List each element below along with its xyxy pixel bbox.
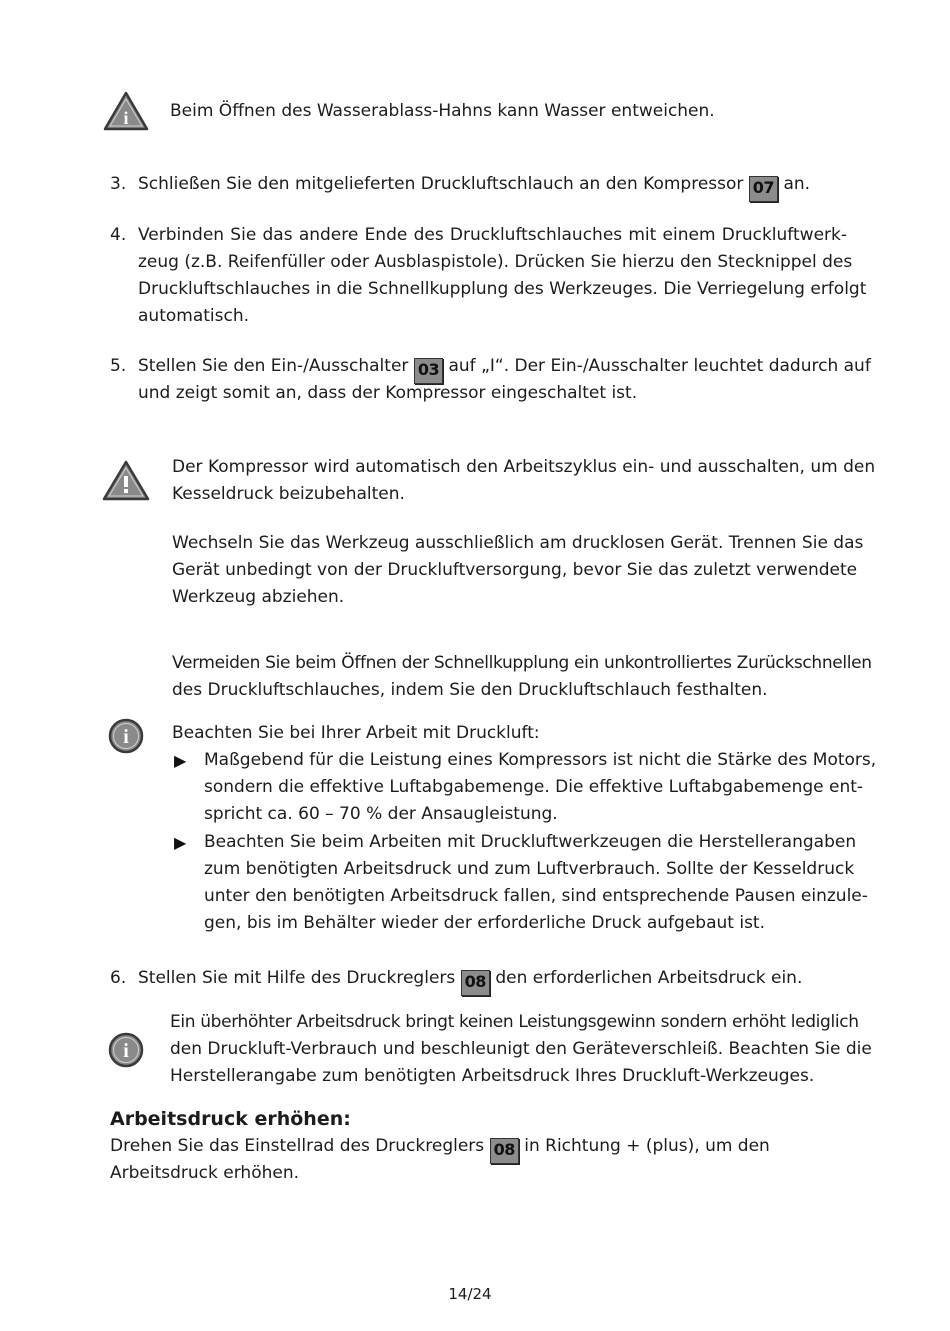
step6-text: Stellen Sie mit Hilfe des Druckreglers 08 den erforderlichen Arbeitsdruck ein. <box>138 965 802 996</box>
info1-bullet1-line-2: sondern die effektive Luftabgabemenge. Die effektive Luftabgabemenge ent- <box>204 777 864 797</box>
warning-p1-line-2: Kesseldruck beizubehalten. <box>172 484 405 504</box>
info-circle-icon <box>108 718 144 759</box>
component-badge-08: 08 <box>461 970 490 996</box>
drain-hint-text: Beim Öffnen des Wasserablass-Hahns kann Wasser entweichen. <box>170 101 715 121</box>
component-badge-03: 03 <box>414 358 443 384</box>
warning-p1-line-1: Der Kompressor wird automatisch den Arbeitszyklus ein- und ausschalten, um den <box>172 457 876 477</box>
step3-number: 3. <box>110 174 127 194</box>
warning-triangle-icon <box>102 460 150 507</box>
info1-bullet2-line-1: Beachten Sie beim Arbeiten mit Druckluftwerkzeugen die Herstellerangaben <box>204 832 857 852</box>
svg-text:i: i <box>123 726 129 748</box>
page-number: 14/24 <box>448 1285 492 1303</box>
info1-bullet2-line-3: unter den benötigten Arbeitsdruck fallen, sind entsprechende Pausen einzule- <box>204 886 868 906</box>
warning-p2-line-3: Werkzeug abziehen. <box>172 587 345 607</box>
warning-p2-line-1: Wechseln Sie das Werkzeug ausschließlich am drucklosen Gerät. Trennen Sie das <box>172 533 864 553</box>
svg-text:i: i <box>123 1040 129 1062</box>
step4-line-4: automatisch. <box>138 306 250 326</box>
step4-number: 4. <box>110 225 127 245</box>
section-line-2: Arbeitsdruck erhöhen. <box>110 1163 300 1183</box>
step5-line-1: Stellen Sie den Ein-/Ausschalter 03 auf „I“. Der Ein-/Ausschalter leuchtet dadurch auf <box>138 353 871 384</box>
warning-p2-line-2: Gerät unbedingt von der Druckluftversorgung, bevor Sie das zuletzt verwendete <box>172 560 858 580</box>
info2-line-3: Herstellerangabe zum benötigten Arbeitsdruck Ihres Druckluft-Werkzeuges. <box>170 1066 815 1086</box>
section-line-1: Drehen Sie das Einstellrad des Druckreglers 08 in Richtung + (plus), um den <box>110 1133 770 1164</box>
info2-line-1: Ein überhöhter Arbeitsdruck bringt keinen Leistungsgewinn sondern erhöht lediglich <box>170 1012 859 1032</box>
info1-bullet2-line-2: zum benötigten Arbeitsdruck und zum Luftverbrauch. Sollte der Kesseldruck <box>204 859 855 879</box>
step4-line-3: Druckluftschlauches in die Schnellkupplung des Werkzeuges. Die Verriegelung erfolgt <box>138 279 867 299</box>
component-badge-07: 07 <box>749 176 778 202</box>
info1-bullet2-line-4: gen, bis im Behälter wieder der erforderliche Druck aufgebaut ist. <box>204 913 765 933</box>
step3-text: Schließen Sie den mitgelieferten Druckluftschlauch an den Kompressor 07 an. <box>138 171 810 202</box>
step6-number: 6. <box>110 968 127 988</box>
step5-line-2: und zeigt somit an, dass der Kompressor eingeschaltet ist. <box>138 383 638 403</box>
warning-p3-line-1: Vermeiden Sie beim Öffnen der Schnellkupplung ein unkontrolliertes Zurückschnellen <box>172 653 872 673</box>
info-triangle-icon <box>103 91 149 136</box>
arrow-bullet-icon: ▶ <box>174 833 187 852</box>
info1-intro: Beachten Sie bei Ihrer Arbeit mit Druckluft: <box>172 723 540 743</box>
info-circle-icon <box>108 1032 144 1073</box>
svg-text:i: i <box>123 108 129 128</box>
arrow-bullet-icon: ▶ <box>174 751 187 770</box>
warning-p3-line-2: des Druckluftschlauches, indem Sie den Druckluftschlauch festhalten. <box>172 680 768 700</box>
component-badge-08: 08 <box>490 1138 519 1164</box>
step5-number: 5. <box>110 356 127 376</box>
info2-line-2: den Druckluft-Verbrauch und beschleunigt den Geräteverschleiß. Beachten Sie die <box>170 1039 872 1059</box>
info1-bullet1-line-3: spricht ca. 60 – 70 % der Ansaugleistung. <box>204 804 558 824</box>
step4-line-2: zeug (z.B. Reifenfüller oder Ausblaspistole). Drücken Sie hierzu den Stecknippel des <box>138 252 853 272</box>
section-heading: Arbeitsdruck erhöhen: <box>110 1108 351 1130</box>
info1-bullet1-line-1: Maßgebend für die Leistung eines Kompressors ist nicht die Stärke des Motors, <box>204 750 877 770</box>
step4-line-1: Verbinden Sie das andere Ende des Druckluftschlauches mit einem Druckluftwerk- <box>138 225 847 245</box>
